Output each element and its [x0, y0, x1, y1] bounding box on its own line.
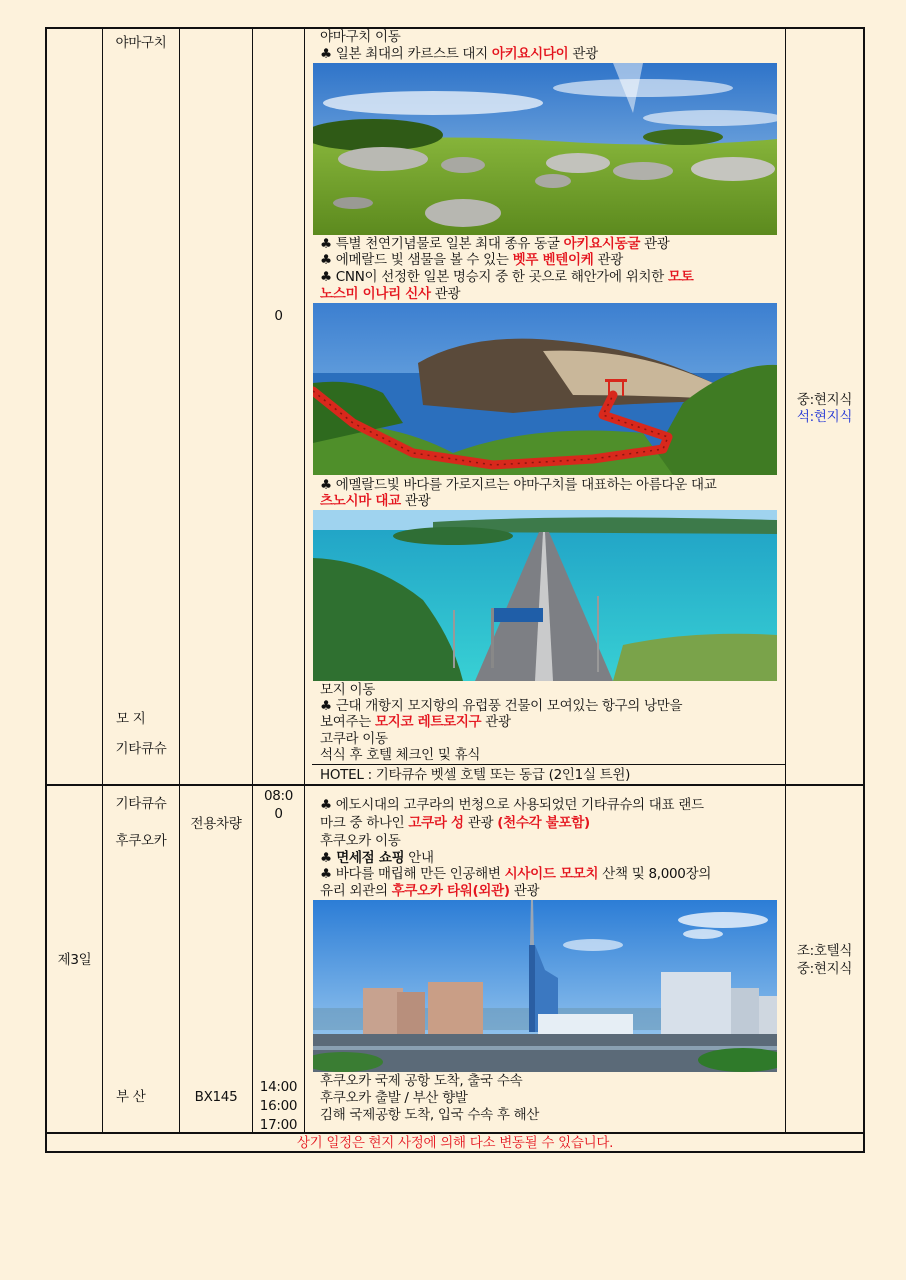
itinerary-line: ♣ 에도시대의 고쿠라의 번청으로 사용되었던 기타큐슈의 대표 랜드: [320, 797, 704, 813]
place-fukuoka: 후쿠오카: [115, 833, 167, 849]
transport-flight: BX145: [194, 1089, 238, 1105]
meal-dinner: 석:현지식: [796, 409, 853, 425]
akiyoshidai-photo: [313, 63, 777, 235]
place-kitakyushu: 기타큐슈: [115, 796, 167, 812]
schedule-change-notice: 상기 일정은 현지 사정에 의해 다소 변동될 수 있습니다.: [296, 1135, 614, 1151]
itinerary-line: 보여주는 모지코 레트로지구 관광: [320, 714, 511, 730]
itinerary-line: ♣ 에멜랄드빛 바다를 가로지르는 야마구치를 대표하는 아름다운 대교: [320, 477, 717, 493]
place-busan: 부 산: [116, 1089, 146, 1105]
itinerary-line: 고쿠라 이동: [320, 731, 388, 747]
time-depart-cont: 0: [274, 806, 283, 822]
place-kitakyushu: 기타큐슈: [115, 741, 167, 757]
itinerary-line: 후쿠오카 이동: [320, 833, 401, 849]
time-depart: 08:0: [263, 788, 294, 804]
place-moji: 모 지: [116, 711, 146, 727]
fukuoka-tower-photo: [313, 900, 777, 1072]
time-cell: 0: [274, 308, 283, 324]
itinerary-line: ♣ CNN이 선정한 일본 명승지 중 한 곳으로 해안가에 위치한 모토: [320, 269, 694, 285]
meal-lunch: 중:현지식: [796, 392, 853, 408]
time-1400: 14:00: [259, 1079, 298, 1095]
transport-bus: 전용차량: [190, 816, 242, 832]
itinerary-line: ♣ 근대 개항지 모지항의 유럽풍 건물이 모여있는 항구의 낭만을: [320, 698, 683, 714]
itinerary-line: 유리 외관의 후쿠오카 타워(외관) 관광: [320, 883, 540, 899]
itinerary-line: ♣ 일본 최대의 카르스트 대지 아키요시다이 관광: [320, 46, 598, 62]
day-label: 제3일: [57, 952, 92, 968]
time-1700: 17:00: [259, 1117, 298, 1133]
hotel-info: HOTEL : 기타큐슈 벳셀 호텔 또는 동급 (2인1실 트윈): [320, 767, 631, 783]
meal-lunch: 중:현지식: [796, 961, 853, 977]
itinerary-line: 마크 중 하나인 고쿠라 성 관광 (천수각 불포함): [320, 815, 590, 831]
itinerary-line: 츠노시마 대교 관광: [320, 493, 431, 509]
meal-breakfast: 조:호텔식: [796, 943, 853, 959]
itinerary-line: 석식 후 호텔 체크인 및 휴식: [320, 747, 481, 763]
itinerary-line: ♣ 면세점 쇼핑 안내: [320, 850, 434, 866]
itinerary-line: 김해 국제공항 도착, 입국 수속 후 해산: [320, 1107, 540, 1123]
time-1600: 16:00: [259, 1098, 298, 1114]
itinerary-line: 모지 이동: [320, 682, 375, 698]
itinerary-line: ♣ 에메랄드 빛 샘물을 볼 수 있는 벳푸 벤텐이케 관광: [320, 252, 623, 268]
itinerary-line: 후쿠오카 출발 / 부산 향발: [320, 1090, 468, 1106]
itinerary-line: 후쿠오카 국제 공항 도착, 출국 수속: [320, 1073, 523, 1089]
itinerary-line: 야마구치 이동: [320, 29, 401, 45]
itinerary-line: 노스미 이나리 신사 관광: [320, 286, 461, 302]
tsunoshima-bridge-photo: [313, 510, 777, 681]
itinerary-line: ♣ 바다를 매립해 만든 인공해변 시사이드 모모치 산책 및 8,000장의: [320, 866, 712, 882]
place-yamaguchi: 야마구치: [115, 35, 167, 51]
motonosumi-shrine-photo: [313, 303, 777, 475]
itinerary-line: ♣ 특별 천연기념물로 일본 최대 종유 동굴 아키요시동굴 관광: [320, 236, 670, 252]
